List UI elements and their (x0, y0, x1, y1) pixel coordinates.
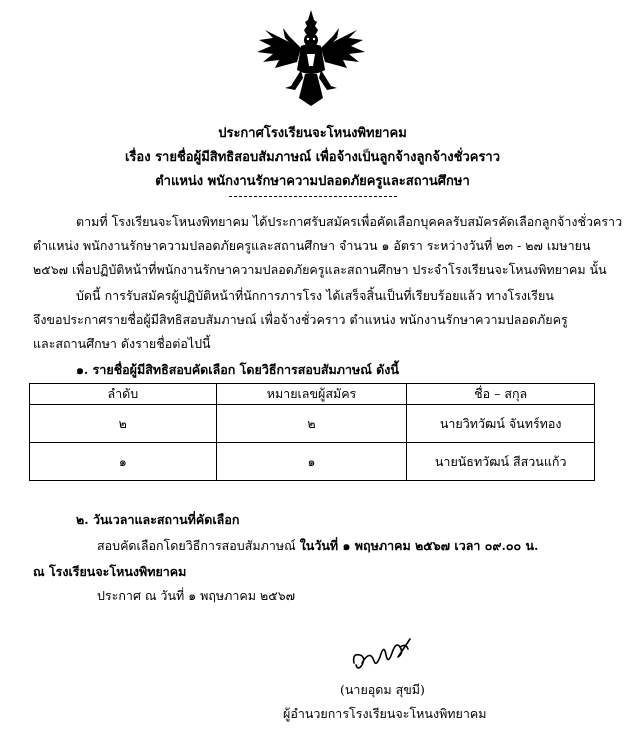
paragraph-1-line-1: ตามที่ โรงเรียนจะโหนงพิทยาคม ได้ประกาศรับสมัครเพื่อคัดเลือกบุคคลรับสมัครคัดเลือกลูกจ้างชั่วคราว (76, 214, 623, 229)
exam-method-text: สอบคัดเลือกโดยวิธีการสอบสัมภาษณ์ (97, 538, 300, 553)
announcement-date: ประกาศ ณ วันที่ ๑ พฤษภาคม ๒๕๖๗ (97, 588, 296, 603)
paragraph-2-line-1: บัดนี้ การรับสมัครผู้ปฏิบัติหน้าที่นักการภารโรง ได้เสร็จสิ้นเป็นที่เรียบร้อยแล้ว ทางโรงเรียน (76, 288, 554, 303)
garuda-emblem-icon (255, 8, 367, 108)
column-header-order: ลำดับ (30, 384, 217, 405)
cell-applicant-number: ๑ (216, 443, 407, 481)
title-separator (229, 196, 397, 197)
cell-order: ๒ (30, 405, 217, 443)
column-header-applicant-number: หมายเลขผู้สมัคร (216, 384, 407, 405)
document-subject: เรื่อง รายชื่อผู้มีสิทธิสอบสัมภาษณ์ เพื่อจ้างเป็นลูกจ้างลูกจ้างชั่วคราว (124, 150, 501, 165)
cell-applicant-number: ๒ (216, 405, 407, 443)
candidate-table (29, 383, 595, 481)
table-row (30, 405, 595, 443)
exam-location: ณ โรงเรียนจะโหนงพิทยาคม (33, 564, 187, 579)
cell-order: ๑ (30, 443, 217, 481)
section-2-heading: ๒. วันเวลาและสถานที่คัดเลือก (76, 512, 240, 527)
paragraph-2-line-2: จึงขอประกาศรายชื่อผู้มีสิทธิสอบสัมภาษณ์ เพื่อจ้างชั่วคราว ตำแหน่ง พนักงานรักษาความปลอดภัยครู (33, 312, 568, 327)
cell-full-name: นายนัธทวัฒน์ สีสวนแก้ว (407, 443, 595, 481)
document-title: ประกาศโรงเรียนจะโหนงพิทยาคม (218, 126, 407, 141)
signature-image (348, 633, 414, 677)
section-1-heading: ๑. รายชื่อผู้มีสิทธิสอบคัดเลือก โดยวิธีการสอบสัมภาษณ์ ดังนี้ (76, 362, 399, 377)
section-2-line-1 (97, 536, 538, 556)
signatory-title: ผู้อำนวยการโรงเรียนจะโหนงพิทยาคม (283, 706, 487, 721)
paragraph-2-line-3: และสถานศึกษา ดังรายชื่อต่อไปนี้ (33, 336, 211, 351)
exam-date-time: ในวันที่ ๑ พฤษภาคม ๒๕๖๗ เวลา ๐๙.๐๐ น. (299, 538, 539, 553)
paragraph-1-line-3: ๒๕๖๗ เพื่อปฏิบัติหน้าที่พนักงานรักษาความปลอดภัยครูและสถานศึกษา ประจำโรงเรียนจะโหนงพิทยาคม นั้น (33, 262, 607, 277)
column-header-full-name: ชื่อ – สกุล (407, 384, 595, 405)
signatory-name: (นายอุดม สุขมี) (340, 682, 425, 697)
paragraph-1-line-2: ตำแหน่ง พนักงานรักษาความปลอดภัยครูและสถานศึกษา จำนวน ๑ อัตรา ระหว่างวันที่ ๒๓ - ๒๗ เมษายน (33, 238, 591, 253)
table-header-row (30, 384, 595, 405)
table-row (30, 443, 595, 481)
cell-full-name: นายวิทวัฒน์ จันทร์ทอง (407, 405, 595, 443)
document-position: ตำแหน่ง พนักงานรักษาความปลอดภัยครูและสถานศึกษา (155, 174, 470, 189)
